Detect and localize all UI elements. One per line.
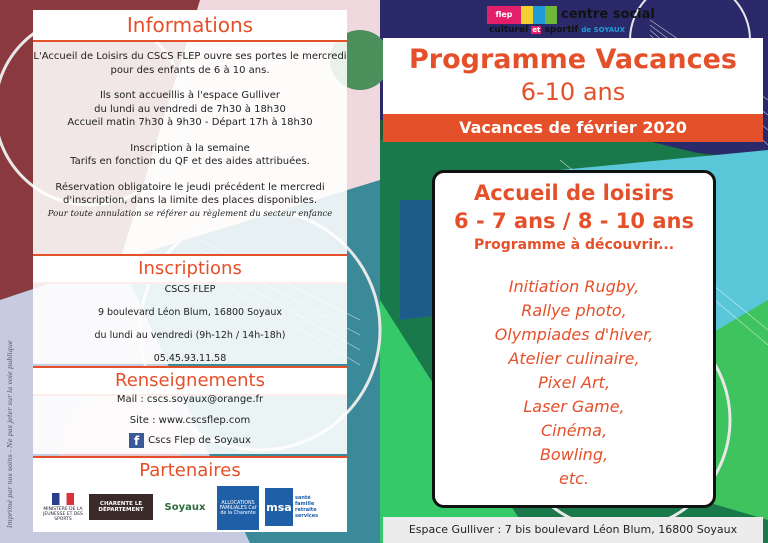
info-paragraph-reservation: Réservation obligatoire le jeudi précédent le mercredi d'inscription, dans la limite des places disponibles. — [55, 181, 325, 206]
informations-body — [33, 42, 347, 254]
logo-msa: msa — [265, 488, 293, 526]
activity-item: Initiation Rugby, — [508, 277, 640, 296]
brand-line2: culturel et sportif de SOYAUX — [489, 25, 626, 35]
renseignements-body — [33, 394, 347, 454]
activity-item: Pixel Art, — [538, 373, 610, 392]
side-print-notice: Imprimé par nos soins - Ne pas jeter sur la voie publique — [6, 340, 14, 528]
activity-item: etc. — [559, 469, 589, 488]
programme-header — [383, 38, 763, 114]
logo-msa-services: santé famille retraite services — [295, 495, 319, 519]
activity-item: Olympiades d'hiver, — [494, 325, 654, 344]
logo-charente: CHARENTE LE DÉPARTEMENT — [89, 494, 153, 520]
facebook-icon: f — [129, 433, 144, 448]
footer-address: Espace Gulliver : 7 bis boulevard Léon Blum, 16800 Soyaux — [383, 517, 763, 543]
inscriptions-address: 9 boulevard Léon Blum, 16800 Soyaux — [97, 307, 283, 318]
partenaires-header — [33, 456, 347, 486]
inscriptions-name: CSCS FLEP — [164, 284, 216, 295]
centre-social-logo — [487, 6, 667, 38]
flep-badge: flep — [487, 6, 521, 24]
accueil-subtitle: Programme à découvrir... — [473, 237, 675, 253]
color-blocks — [521, 6, 557, 24]
informations-header — [33, 10, 347, 42]
accueil-card — [432, 170, 716, 508]
programme-title: Programme Vacances — [409, 44, 737, 75]
programme-age: 6-10 ans — [520, 78, 626, 106]
info-paragraph-hours: Ils sont accueillis à l'espace Gulliver du lundi au vendredi de 7h30 à 18h30 Accueil matin 7h30 à 9h30 - Départ 17h à 18h30 — [67, 90, 313, 128]
partenaires-title: Partenaires — [139, 460, 241, 481]
inscriptions-title: Inscriptions — [138, 258, 242, 279]
renseignements-header — [33, 366, 347, 396]
activities-list — [435, 275, 713, 491]
logo-ministere: MINISTÈRE DE LA JEUNESSE ET DES SPORTS — [41, 488, 85, 526]
info-paragraph-inscription: Inscription à la semaine Tarifs en fonction du QF et des aides attribuées. — [70, 142, 310, 167]
inscriptions-header — [33, 254, 347, 284]
renseignements-mail[interactable]: Mail : cscs.soyaux@orange.fr — [116, 394, 264, 405]
activity-item: Bowling, — [539, 445, 609, 464]
activity-item: Rallye photo, — [521, 301, 627, 320]
flag-icon — [52, 493, 74, 505]
activity-item: Cinéma, — [540, 421, 608, 440]
inscriptions-body — [33, 282, 347, 364]
brand-centre: centre social — [561, 7, 655, 22]
activity-item: Atelier culinaire, — [508, 349, 640, 368]
logo-caf: ALLOCATIONS FAMILIALES Caf de la Charente — [217, 486, 259, 530]
renseignements-site[interactable]: Site : www.cscsflep.com — [129, 415, 251, 426]
accueil-title: Accueil de loisirs — [473, 181, 674, 205]
informations-title: Informations — [126, 13, 254, 37]
partner-logos — [33, 484, 347, 532]
inscriptions-hours: du lundi au vendredi (9h-12h / 14h-18h) — [94, 330, 286, 341]
info-cancellation-note: Pour toute annulation se référer au règlement du secteur enfance — [47, 208, 333, 219]
accueil-ages: 6 - 7 ans / 8 - 10 ans — [454, 209, 694, 233]
inscriptions-phone: 05.45.93.11.58 — [153, 353, 227, 364]
vacation-period: Vacances de février 2020 — [383, 114, 763, 142]
renseignements-facebook[interactable] — [33, 433, 347, 448]
logo-soyaux: Soyaux — [164, 501, 206, 513]
info-paragraph-opening: L'Accueil de Loisirs du CSCS FLEP ouvre ses portes le mercredi pour des enfants de 6 à 10 ans. — [33, 51, 347, 76]
facebook-label: Cscs Flep de Soyaux — [148, 434, 251, 446]
activity-item: Laser Game, — [523, 397, 625, 416]
renseignements-title: Renseignements — [115, 370, 265, 391]
